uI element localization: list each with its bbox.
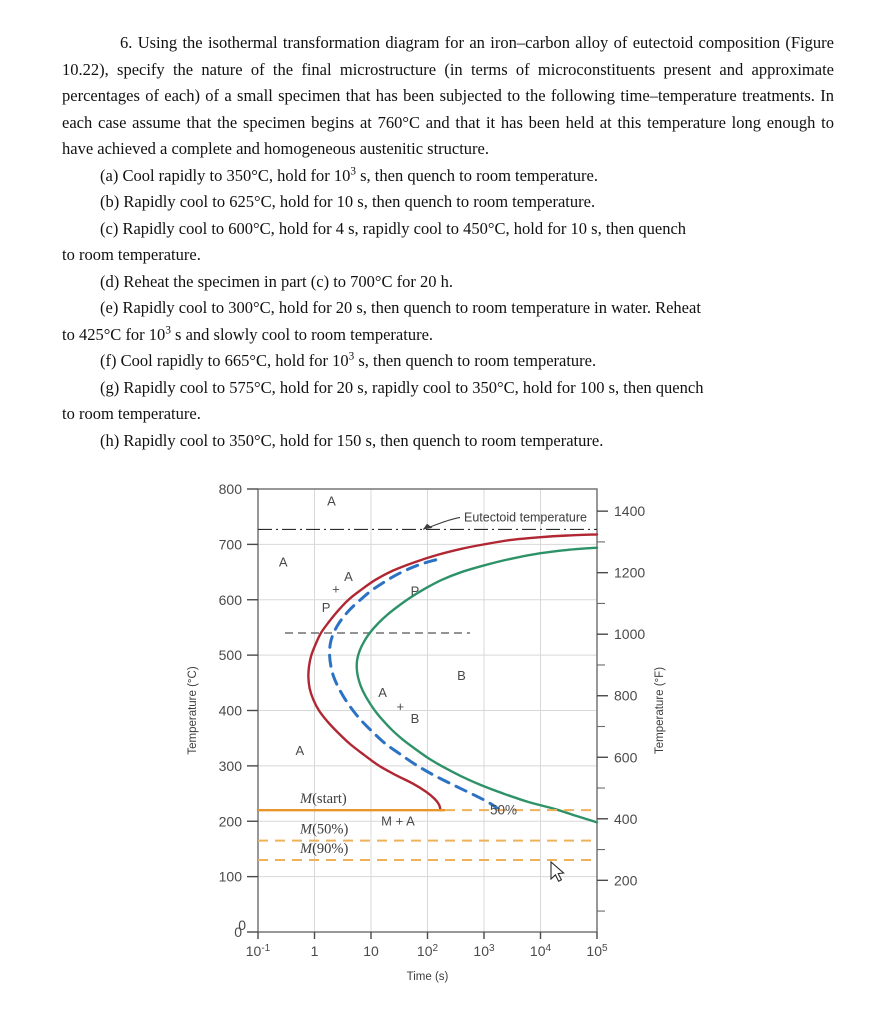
curve-label: B: [410, 711, 420, 727]
x-axis-tick-label: $10^{-1}$: [245, 942, 271, 959]
part-a-sup: 3: [350, 165, 357, 177]
part-c-text: (c) Rapidly cool to 600°C, hold for 4 s, rapidly cool to 450°C, hold for 10 s, then quench: [100, 218, 687, 238]
part-h: [62, 428, 834, 455]
x-axis-title: Time (s): [406, 971, 449, 983]
y-axis-tick-label-left: 400: [218, 702, 242, 719]
part-f: [62, 348, 834, 375]
region-label-A: A: [327, 493, 336, 509]
y-axis-tick-label-right: 400: [614, 810, 638, 827]
ttt-diagram-figure: [0, 470, 890, 1000]
m-50-percent-label: M(50%): [300, 821, 349, 838]
region-label-B: B: [457, 668, 466, 684]
part-f-text: (f) Cool rapidly to 665°C, hold for 10: [100, 351, 349, 370]
y-axis-tick-label-left: 800: [218, 481, 242, 497]
part-e: [62, 295, 834, 322]
y-axis-zero-label: 0: [238, 917, 246, 933]
part-d: [62, 269, 834, 296]
curve-label: A: [378, 685, 387, 701]
part-g: [62, 375, 834, 402]
y-axis-tick-label-right: 1000: [614, 626, 646, 643]
part-c-continuation: to room temperature.: [62, 245, 201, 264]
y-axis-tick-label-right: 200: [614, 872, 638, 889]
y-axis-tick-label-left: 0: [234, 924, 242, 940]
y-axis-title-right: Temperature (°F): [654, 666, 666, 755]
y-axis-tick-label-right: 1400: [614, 503, 646, 520]
part-e-cont-text: to 425°C for 10: [62, 324, 166, 344]
y-axis-tick-label-right: 600: [614, 749, 638, 766]
region-label-A: A: [278, 554, 288, 570]
part-b-text: (b) Rapidly cool to 625°C, hold for 10 s, then quench to room temperature.: [100, 192, 596, 211]
eutectoid-temperature-label: Eutectoid temperature: [464, 510, 587, 525]
y-axis-tick-label-left: 700: [218, 536, 242, 553]
problem-text-block: [62, 30, 834, 454]
y-axis-tick-label-right: 800: [614, 687, 638, 704]
y-axis-tick-label-left: 500: [218, 647, 242, 664]
part-f-text-after: s, then quench to room temperature.: [354, 351, 597, 370]
part-e-sup: 3: [165, 324, 171, 336]
part-a-text: (a) Cool rapidly to 350°C, hold for 10: [100, 165, 351, 185]
x-axis-tick-label: 10: [363, 943, 379, 959]
x-axis-tick-label: $10^2$: [416, 942, 439, 959]
x-axis-tick-label: $10^4$: [529, 942, 552, 959]
isothermal-transformation-chart: [0, 470, 890, 1000]
part-c: [62, 216, 834, 243]
part-d-text: (d) Reheat the specimen in part (c) to 700°C for 20 h.: [100, 271, 453, 291]
part-b: [62, 189, 834, 216]
part-a-text-after: s, then quench to room temperature.: [356, 165, 598, 185]
y-axis-tick-label-left: 300: [218, 757, 242, 774]
part-g-text: (g) Rapidly cool to 575°C, hold for 20 s, rapidly cool to 350°C, hold for 100 s, then quench: [100, 377, 704, 397]
curve-label: A: [344, 568, 353, 584]
mouse-cursor: [551, 862, 564, 881]
y-axis-title-left: Temperature (°C): [187, 666, 199, 755]
y-axis-tick-label-right: 1200: [614, 564, 646, 581]
region-label-A: A: [295, 742, 305, 758]
y-axis-tick-label-left: 200: [218, 813, 242, 830]
curve-label: +: [396, 699, 405, 715]
curve-label: +: [332, 581, 340, 597]
part-e-cont-after: s and slowly cool to room temperature.: [170, 324, 434, 344]
intro-paragraph: 6. Using the isothermal transformation diagram for an iron–carbon alloy of eutectoid composition (Figure 10.22), specify the nature of the final microstructure (in terms of microconstituents present and approximate percentages of each) of a small specimen that has been subjected to the following time–temperature treatments. In each case assume that the specimen begins at 760°C and that it has been held at this temperature long enough to have achieved a complete and homogeneous austenitic structure.: [62, 33, 834, 158]
part-h-text: (h) Rapidly cool to 350°C, hold for 150 s, then quench to room temperature.: [100, 430, 604, 450]
y-axis-tick-label-left: 600: [218, 591, 242, 608]
region-label-MA: M + A: [381, 813, 415, 829]
m-start-label: M(start): [300, 791, 347, 808]
m-90-percent-label: M(90%): [300, 841, 349, 858]
part-e-continuation: [62, 322, 834, 349]
region-label-P: P: [410, 583, 420, 599]
curve-label: P: [321, 599, 331, 615]
curve-transformation-finish: [357, 548, 597, 823]
part-a: [62, 163, 834, 190]
x-axis-tick-label: $10^5$: [586, 942, 608, 959]
part-f-sup: 3: [348, 350, 355, 363]
part-e-text: (e) Rapidly cool to 300°C, hold for 20 s, then quench to room temperature in water. Reheat: [100, 298, 701, 317]
part-g-continuation: to room temperature.: [62, 404, 201, 423]
fifty-percent-label: 50%: [490, 802, 518, 818]
x-axis-tick-label: 1: [310, 943, 319, 959]
y-axis-tick-label-left: 100: [218, 868, 242, 885]
x-axis-tick-label: $10^3$: [473, 942, 495, 959]
